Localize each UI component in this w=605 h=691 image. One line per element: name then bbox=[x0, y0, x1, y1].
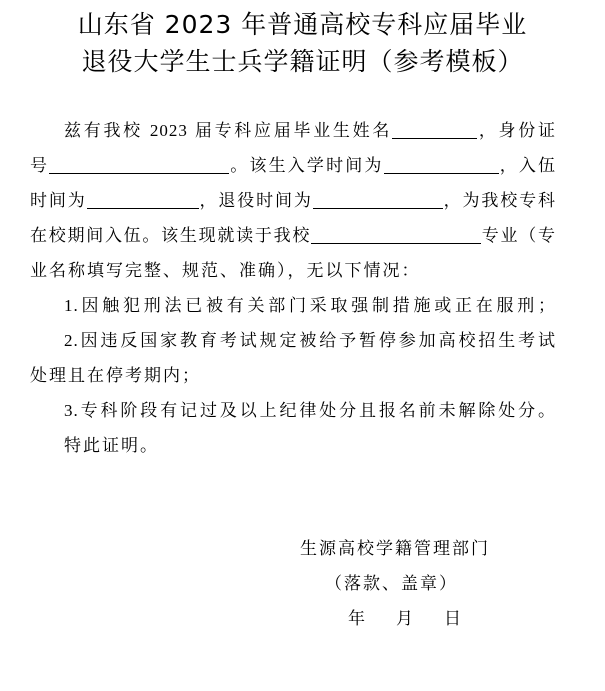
condition-item-2: 2.因违反国家教育考试规定被给予暂停参加高校招生考试 bbox=[64, 331, 556, 350]
intro-text: ，为我校专科 bbox=[442, 191, 556, 210]
intro-line-3 bbox=[30, 183, 556, 218]
title-line-2: 退役大学生士兵学籍证明（参考模板） bbox=[81, 47, 524, 76]
intro-text: 。该生入学时间为 bbox=[229, 156, 384, 175]
intro-line-2 bbox=[30, 148, 556, 183]
title-line-1: 山东省 2023 年普通高校专科应届毕业 bbox=[77, 10, 528, 39]
enlistment-date-blank[interactable] bbox=[87, 193, 199, 209]
seal-note: （落款、盖章） bbox=[325, 574, 458, 593]
intro-text: 在校期间入伍。该生现就读于我校 bbox=[30, 226, 312, 245]
issuing-department: 生源高校学籍管理部门 bbox=[300, 539, 490, 558]
intro-line-4 bbox=[30, 218, 556, 253]
condition-item-3: 3.专科阶段有记过及以上纪律处分且报名前未解除处分。 bbox=[64, 401, 556, 420]
condition-item-1: 1.因触犯刑法已被有关部门采取强制措施或正在服刑； bbox=[64, 296, 556, 315]
major-blank[interactable] bbox=[311, 228, 481, 244]
document-title bbox=[0, 6, 605, 80]
intro-text: 专业（专 bbox=[481, 226, 557, 245]
id-number-blank[interactable] bbox=[49, 158, 229, 174]
intro-text: ，入伍 bbox=[498, 156, 557, 175]
intro-text: ，身份证 bbox=[477, 121, 557, 140]
enrollment-date-blank[interactable] bbox=[384, 158, 499, 174]
intro-text: 号 bbox=[30, 156, 50, 175]
discharge-date-blank[interactable] bbox=[313, 193, 443, 209]
date-line: 年 月 日 bbox=[348, 609, 463, 628]
student-name-blank[interactable] bbox=[392, 123, 477, 139]
certificate-body bbox=[30, 113, 556, 463]
intro-text: 时间为 bbox=[30, 191, 87, 210]
intro-line-5: 业名称填写完整、规范、准确），无以下情况： bbox=[30, 261, 421, 280]
intro-text: ，退役时间为 bbox=[198, 191, 313, 210]
closing-statement: 特此证明。 bbox=[64, 436, 159, 455]
condition-item-2-continued: 处理且在停考期内； bbox=[30, 366, 201, 385]
intro-line-1 bbox=[30, 113, 556, 148]
intro-text: 兹有我校 2023 届专科应届毕业生姓名 bbox=[64, 121, 393, 140]
